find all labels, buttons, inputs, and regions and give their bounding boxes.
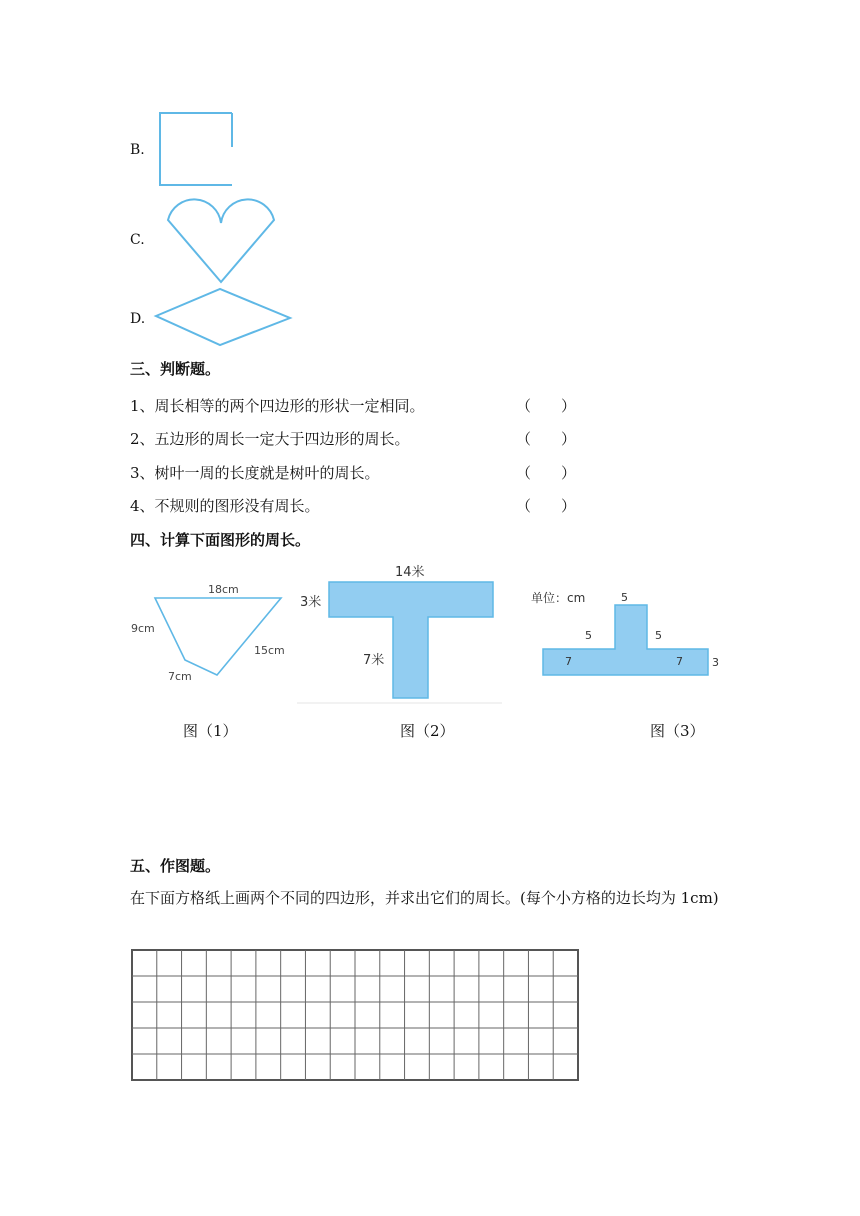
option-c-label: C.	[130, 232, 145, 248]
fig3-left-side-label: 5	[585, 629, 592, 642]
grid-paper[interactable]	[130, 948, 582, 1084]
figure-1-caption: 图（1）	[183, 722, 238, 740]
fig2-top-label: 14米	[395, 565, 425, 580]
heart-figure	[160, 188, 285, 288]
tf-answer-2[interactable]: （ ）	[516, 430, 577, 448]
fig1-top-label: 18cm	[208, 583, 239, 596]
fig3-right-base-label: 7	[676, 655, 683, 668]
fig3-height-label: 3	[712, 656, 719, 669]
fig1-bottom-label: 7cm	[168, 670, 192, 683]
tf-answer-4[interactable]: （ ）	[516, 497, 577, 515]
section4-title: 四、计算下面图形的周长。	[130, 531, 311, 549]
fig3-top-label: 5	[621, 591, 628, 604]
fig3-left-base-label: 7	[565, 655, 572, 668]
fig3-right-side-label: 5	[655, 629, 662, 642]
rhombus-figure	[150, 283, 300, 353]
figure-1-quadrilateral	[125, 575, 295, 690]
figure-2-t-shape	[297, 558, 502, 706]
figure-2-caption: 图（2）	[400, 722, 455, 740]
option-d-label: D.	[130, 311, 146, 327]
figure-3-caption: 图（3）	[650, 722, 705, 740]
section5-title: 五、作图题。	[130, 857, 221, 875]
figure-3-shape	[528, 585, 728, 685]
fig3-unit-label: 单位：cm	[531, 591, 586, 605]
fig2-left-label: 3米	[300, 595, 322, 610]
fig1-right-label: 15cm	[254, 644, 285, 657]
fig2-stem-label: 7米	[363, 653, 385, 668]
option-b-label: B.	[130, 142, 145, 158]
open-square-figure	[150, 105, 250, 195]
tf-answer-3[interactable]: （ ）	[516, 464, 577, 482]
section3-title: 三、判断题。	[130, 360, 221, 378]
tf-question-4: 4、不规则的图形没有周长。	[130, 497, 320, 515]
fig1-left-label: 9cm	[131, 622, 155, 635]
section5-instruction: 在下面方格纸上画两个不同的四边形，并求出它们的周长。(每个小方格的边长均为 1cm)	[130, 889, 719, 907]
tf-answer-1[interactable]: （ ）	[516, 397, 577, 415]
tf-question-2: 2、五边形的周长一定大于四边形的周长。	[130, 430, 410, 448]
tf-question-1: 1、周长相等的两个四边形的形状一定相同。	[130, 397, 425, 415]
tf-question-3: 3、树叶一周的长度就是树叶的周长。	[130, 464, 380, 482]
